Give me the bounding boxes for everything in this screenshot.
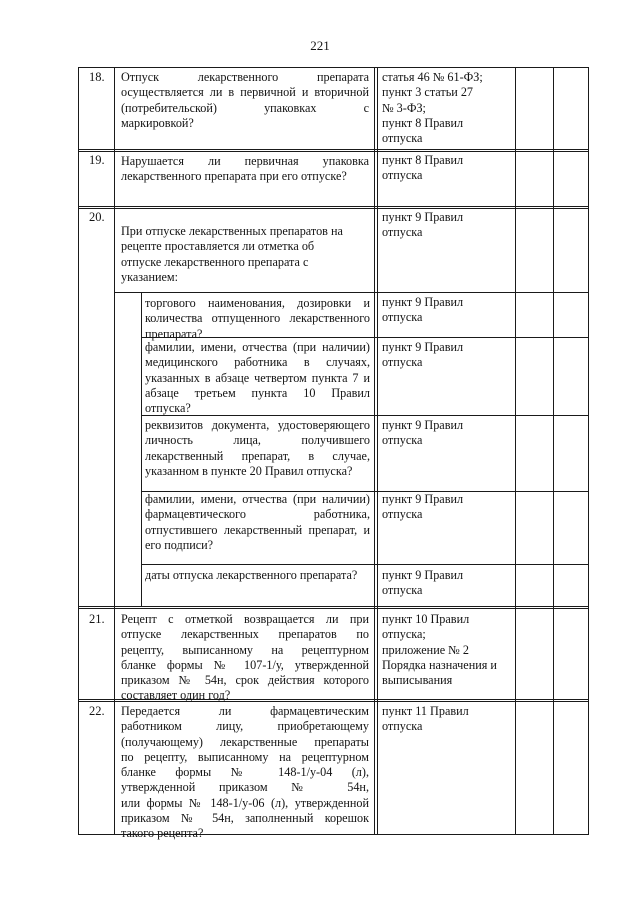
row-legal-basis: пункт 9 Правил отпуска bbox=[382, 210, 464, 240]
table-rule bbox=[78, 208, 589, 209]
subitem-legal-basis: пункт 9 Правил отпуска bbox=[382, 492, 464, 522]
table-rule bbox=[141, 564, 589, 565]
row-question: Нарушается ли первичная упаковка лекарственного препарата при его отпуске? bbox=[121, 154, 369, 184]
table-rule bbox=[78, 606, 589, 607]
row-legal-basis: пункт 8 Правил отпуска bbox=[382, 153, 464, 183]
table-rule bbox=[377, 67, 378, 835]
table-rule bbox=[78, 151, 589, 152]
table-rule bbox=[553, 67, 554, 835]
subitem-question: фамилии, имени, отчества (при наличии) медицинского работника в случаях, указанных в абзаце четвертом пункта 7 и абзаце третьем пункта 10 Правил отпуска? bbox=[145, 340, 370, 416]
table-rule bbox=[374, 67, 375, 835]
subitem-question: фамилии, имени, отчества (при наличии) фармацевтического работника, отпустившего лекарственный препарат, и его подписи? bbox=[145, 492, 370, 552]
checklist-table bbox=[78, 67, 589, 841]
subitem-legal-basis: пункт 9 Правил отпуска bbox=[382, 418, 464, 448]
row-legal-basis: статья 46 № 61-ФЗ; пункт 3 статьи 27 № 3-ФЗ; пункт 8 Правил отпуска bbox=[382, 70, 483, 146]
row-number: 21. bbox=[89, 612, 105, 626]
row-number: 22. bbox=[89, 704, 105, 718]
subitem-question: даты отпуска лекарственного препарата? bbox=[145, 568, 358, 582]
table-rule bbox=[141, 292, 142, 607]
row-question: При отпуске лекарственных препаратов на рецепте проставляется ли отметка об отпуске лекарственного препарата с указанием: bbox=[121, 224, 343, 284]
table-rule bbox=[78, 67, 589, 68]
subitem-question: торгового наименования, дозировки и количества отпущенного лекарственного препарата? bbox=[145, 296, 370, 341]
page-number: 221 bbox=[310, 38, 330, 53]
row-question: Отпуск лекарственного препарата осуществляется ли в первичной и вторичной (потребительской) упаковках с маркировкой? bbox=[121, 70, 369, 130]
row-number: 20. bbox=[89, 210, 105, 224]
subitem-legal-basis: пункт 9 Правил отпуска bbox=[382, 295, 464, 325]
table-rule bbox=[515, 67, 516, 835]
table-rule bbox=[588, 67, 589, 835]
subitem-legal-basis: пункт 9 Правил отпуска bbox=[382, 568, 464, 598]
row-legal-basis: пункт 11 Правил отпуска bbox=[382, 704, 469, 734]
subitem-legal-basis: пункт 9 Правил отпуска bbox=[382, 340, 464, 370]
row-legal-basis: пункт 10 Правил отпуска; приложение № 2 Порядка назначения и выписывания bbox=[382, 612, 497, 688]
subitem-question: реквизитов документа, удостоверяющего личность лица, получившего лекарственный препарат, в случае, указанном в пункте 20 Правил отпуска? bbox=[145, 418, 370, 478]
row-number: 19. bbox=[89, 153, 105, 167]
table-rule bbox=[114, 292, 589, 293]
row-number: 18. bbox=[89, 70, 105, 84]
table-rule bbox=[114, 67, 115, 835]
table-rule bbox=[78, 67, 79, 835]
table-rule bbox=[78, 206, 589, 207]
row-question: Передается ли фармацевтическим работником лицу, приобретающему (получающему) лекарственные препараты по рецепту, выписанному на рецептурном бланке формы № 148-1/у-04 (л), утвержденной приказом № 54н, или формы № 148-1/у-06 (л), утвержденной приказом № 54н, заполненный корешок такого рецепта? bbox=[121, 704, 369, 841]
table-rule bbox=[78, 149, 589, 150]
table-rule bbox=[78, 608, 589, 609]
row-question: Рецепт с отметкой возвращается ли при отпуске лекарственных препаратов по рецепту, выписанному на рецептурном бланке формы № 107-1/у, утвержденной приказом № 54н, срок действия которого составляет один год? bbox=[121, 612, 369, 703]
